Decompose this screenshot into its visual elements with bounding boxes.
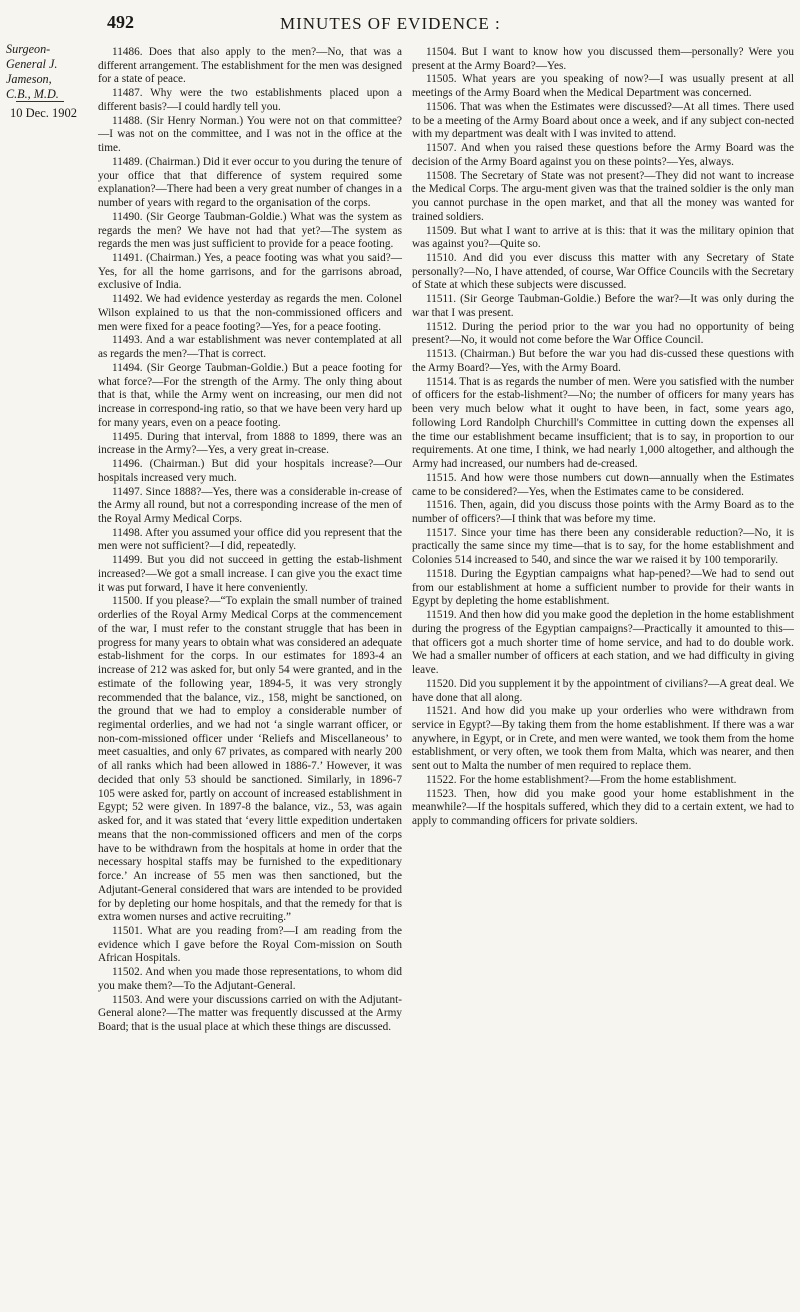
paragraph: 11502. And when you made those representations, to whom did you make them?—To the Adjutant-General. (98, 966, 402, 992)
witness-line-4: C.B., M.D. (6, 87, 59, 101)
paragraph: 11499. But you did not succeed in getting the estab-lishment increased?—We got a small increase. I can give you the exact time it was put forward, I have it here conveniently. (98, 554, 402, 594)
right-column (412, 46, 794, 829)
paragraph: 11507. And when you raised these questions before the Army Board was the decision of the Army Board against you on these points?—Yes, always. (412, 142, 794, 168)
paragraph: 11500. If you please?—“To explain the small number of trained orderlies of the Royal Army Medical Corps at the commencement of the war, I must refer to the constant struggle that has been in progress for many years to obtain what was considered an adequate estab-lishment for the corps. In our estimates for 1893-4 an increase of 212 was asked for, but only 54 were granted, and in the estimate of the following year, 1894-5, it was very strongly recommended that the balance, viz., 158, might be sanctioned, on the ground that we had to employ a considerable number of regimental orderlies, and we had not ‘a single warrant officer, or non-com-missioned officer under ‘Reliefs and Miscellaneous’ to meet casualties, and only 67 privates, as compared with nearly 200 of all ranks which had been allowed in 1886-7.’ However, it was decided that only 53 should be sanctioned. Similarly, in 1896-7 105 were asked for, partly on account of increased establishment in Egypt; 52 were given. In 1897-8 the balance, viz., 53, was again asked for, and it was stated that ‘every little expedition undertaken means that the non-commissioned officers and men of the corps have to be withdrawn from the hospitals at home in order that the necessary hospital staffs may be furnished to the expeditionary force.’ An increase of 55 men was then sanctioned, but the Adjutant-General considered that wars are intended to be provided for by depleting our home hospitals, and that the remedy for that is extra women nurses and active recruiting.” (98, 595, 402, 924)
paragraph: 11495. During that interval, from 1888 to 1899, there was an increase in the Army?—Yes, a very great in-crease. (98, 430, 402, 457)
paragraph: 11488. (Sir Henry Norman.) You were not on that committee?—I was not on the committee, and I was not in the office at the time. (98, 114, 402, 155)
witness-line-1: Surgeon- (6, 42, 51, 56)
paragraph: 11504. But I want to know how you discussed them—personally? Were you present at the Army Board?—Yes. (412, 46, 794, 72)
paragraph: 11491. (Chairman.) Yes, a peace footing was what you said?—Yes, for all the home garrisons, and for the garrisons abroad, exclusive of India. (98, 252, 402, 292)
paragraph: 11501. What are you reading from?—I am reading from the evidence which I gave before the Royal Com-mission on South African Hospitals. (98, 925, 402, 965)
paragraph: 11515. And how were those numbers cut down—annually when the Estimates came to be considered?—Yes, when the Estimates came to be considered. (412, 471, 794, 498)
page-number: 492 (107, 12, 134, 32)
paragraph: 11520. Did you supplement it by the appointment of civilians?—A great deal. We have done that all along. (412, 677, 794, 704)
paragraph: 11490. (Sir George Taubman-Goldie.) What was the system as regards the men? We have not had that yet?—The system as regards the men was just sufficient to provide for a peace footing. (98, 210, 402, 251)
paragraph: 11489. (Chairman.) Did it ever occur to you during the tenure of your office that that difference of system required some explanation?—There had been a very great number of changes in a number of years with regard to the organisation of the corps. (98, 155, 402, 210)
page-header (0, 12, 800, 38)
paragraph: 11496. (Chairman.) But did your hospitals increase?—Our hospitals increased very much. (98, 458, 402, 484)
paragraph: 11497. Since 1888?—Yes, there was a considerable in-crease of the Army all round, but not a corresponding increase of the men of the Royal Army Medical Corps. (98, 485, 402, 525)
sitting-date: 10 Dec. 1902 (10, 106, 77, 120)
paragraph: 11517. Since your time has there been any considerable reduction?—No, it is practically the same since my time—that is to say, for the home establishment and Colonies 514 increased to 540, and since the war we raised it by 100 temporarily. (412, 526, 794, 567)
paragraph: 11513. (Chairman.) But before the war you had dis-cussed these questions with the Army Board?—Yes, with the Army Board. (412, 348, 794, 374)
paragraph: 11510. And did you ever discuss this matter with any Secretary of State personally?—No, I have attended, of course, War Office Councils with the Secretary of State at which these subjects were discussed. (412, 252, 794, 292)
paragraph: 11516. Then, again, did you discuss those points with the Army Board as to the number of officers?—I think that was before my time. (412, 499, 794, 525)
paragraph: 11486. Does that also apply to the men?—No, that was a different arrangement. The establishment for the men was designed for a state of peace. (98, 46, 402, 86)
paragraph: 11492. We had evidence yesterday as regards the men. Colonel Wilson explained to us that the non-commissioned officers and men were fixed for a peace footing?—Yes, for a peace footing. (98, 293, 402, 333)
paragraph: 11503. And were your discussions carried on with the Adjutant-General alone?—The matter was frequently discussed at the Army Board; that is the usual place at which these things are discussed. (98, 993, 402, 1034)
paragraph: 11519. And then how did you make good the depletion in the home establishment during the progress of the Egyptian campaigns?—Practically it amounted to this—that officers got a much shorter time of home service, and had to do double work. We had a smaller number of officers at each station, and we had difficulty in giving leave. (412, 609, 794, 677)
paragraph: 11505. What years are you speaking of now?—I was usually present at all meetings of the Army Board when the Medical Department was concerned. (412, 73, 794, 100)
margin-rule (16, 101, 64, 102)
paragraph: 11487. Why were the two establishments placed upon a different basis?—I could hardly tell you. (98, 87, 402, 113)
paragraph: 11522. For the home establishment?—From the home establishment. (426, 773, 737, 786)
paragraph: 11511. (Sir George Taubman-Goldie.) Before the war?—It was only during the war that I was present. (412, 293, 794, 319)
margin-note (6, 42, 84, 120)
paragraph: 11518. During the Egyptian campaigns what hap-pened?—We had to send out from our establishment at home a sufficient number to provide for their wants in Egypt by depleting the home establishment. (412, 567, 794, 608)
paragraph: 11493. And a war establishment was never contemplated at all as regards the men?—That is correct. (98, 334, 402, 361)
left-column (98, 46, 402, 1035)
paragraph: 11508. The Secretary of State was not present?—They did not want to increase the Medical Corps. The argu-ment given was that the trained soldier is the only man you cannot purchase in the open market, and that all the money was wanted for trained soldiers. (412, 169, 794, 223)
paragraph: 11523. Then, how did you make good your home establishment in the meanwhile?—If the hospitals suffered, which they did to a certain extent, we had to apply to commanding officers for private soldiers. (412, 787, 794, 828)
witness-line-2: General J. (6, 57, 58, 71)
paragraph: 11506. That was when the Estimates were discussed?—At all times. There used to be a meeting of the Army Board about once a week, and if any subject con-nected with my department was dealt with I was invited to attend. (412, 100, 794, 141)
running-title: MINUTES OF EVIDENCE : (280, 14, 501, 33)
paragraph: 11509. But what I want to arrive at is this: that it was the military opinion that was against you?—Quite so. (412, 224, 794, 251)
paragraph: 11514. That is as regards the number of men. Were you satisfied with the number of officers for the estab-lishment?—No; the number of officers for many years has been very much below what it ought to have been, in fact, some years ago, following Lord Randolph Churchill's Committee in cutting down the expenses all the time our establishment became insufficient; that is to say, in proportion to our requirements. At one time, I think, we had nearly 1,000 altogether, and although the Army had increased, our numbers had de-creased. (412, 375, 794, 471)
paragraph: 11512. During the period prior to the war you had no opportunity of being present?—No, it would not come before the War Office Council. (412, 320, 794, 347)
paragraph: 11494. (Sir George Taubman-Goldie.) But a peace footing for what force?—For the strength of the Army. The only thing about that is that, while the Army went on increasing, our men did not increase in correspond-ing ratio, so that we have been very hard up for many years, even on a peace footing. (98, 361, 402, 429)
witness-line-3: Jameson, (6, 72, 52, 86)
paragraph: 11498. After you assumed your office did you represent that the men were not sufficient?—I did, repeatedly. (98, 526, 402, 553)
paragraph: 11521. And how did you make up your orderlies who were withdrawn from service in Egypt?—By taking them from the home establishment. If there was a war anywhere, in Egypt, or in Crete, and men were wanted, we took them from the home establishment, or very often, we took them from Malta, which was nearer, and then sent out to Malta the number of men required to replace them. (412, 705, 794, 773)
